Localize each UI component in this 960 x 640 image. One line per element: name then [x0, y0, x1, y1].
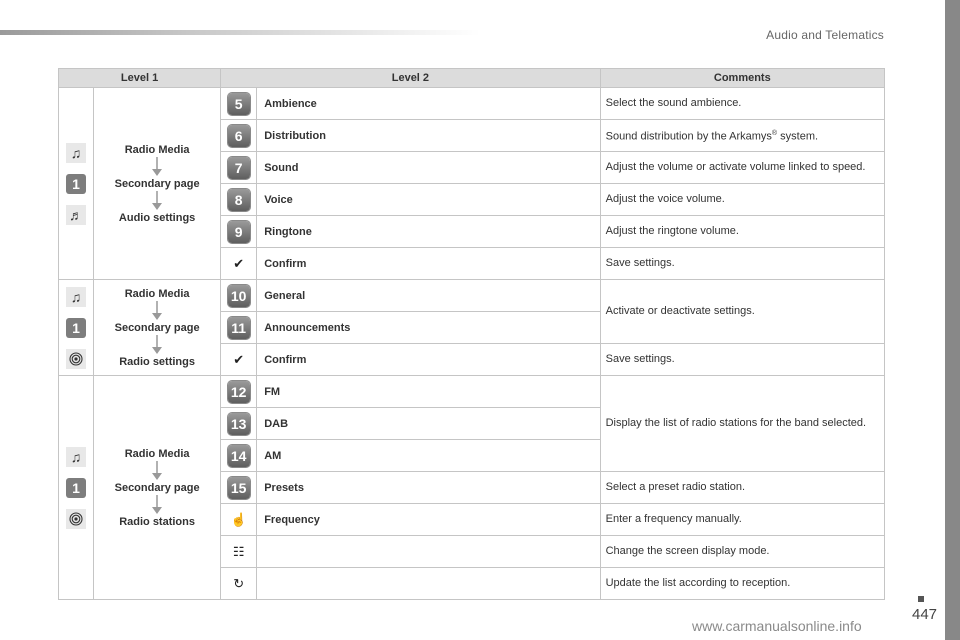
group-icons	[59, 88, 94, 280]
comment-text: Adjust the voice volume.	[600, 184, 884, 216]
table-row	[59, 376, 885, 408]
radio-antenna-icon	[66, 349, 86, 369]
group-icons	[59, 376, 94, 600]
level2-label: Distribution	[257, 120, 600, 152]
radio-antenna-icon	[66, 509, 86, 529]
nav-step-audio-settings: Audio settings	[118, 211, 196, 224]
level2-label: Confirm	[257, 344, 600, 376]
header-level1: Level 1	[59, 69, 221, 88]
level2-label: FM	[257, 376, 600, 408]
nav-step-radio-media: Radio Media	[124, 447, 190, 460]
nav-step-secondary-page: Secondary page	[114, 321, 200, 334]
comment-text: Sound distribution by the Arkamys® system.	[600, 120, 884, 152]
group-navigation	[94, 280, 221, 376]
level2-label: Announcements	[257, 312, 600, 344]
level2-label: Frequency	[257, 504, 600, 536]
badge-7: 7	[228, 157, 250, 179]
level2-label: Confirm	[257, 248, 600, 280]
group-navigation	[94, 376, 221, 600]
table-row	[59, 88, 885, 120]
comment-text: Update the list according to reception.	[600, 568, 884, 600]
settings-table	[58, 68, 885, 600]
comment-text: Adjust the ringtone volume.	[600, 216, 884, 248]
nav-step-secondary-page: Secondary page	[114, 481, 200, 494]
level2-label	[257, 536, 600, 568]
comment-text: Enter a frequency manually.	[600, 504, 884, 536]
page-number: 447	[912, 606, 938, 623]
comment-text: Display the list of radio stations for the band selected.	[600, 376, 884, 472]
level2-label: DAB	[257, 408, 600, 440]
arrow-down-icon	[152, 335, 162, 355]
badge-14: 14	[228, 445, 250, 467]
arrow-down-icon	[152, 495, 162, 515]
top-gradient-bar	[0, 30, 480, 35]
badge-13: 13	[228, 413, 250, 435]
level2-label: General	[257, 280, 600, 312]
group-icons	[59, 280, 94, 376]
nav-step-radio-media: Radio Media	[124, 287, 190, 300]
step-number: 1	[66, 478, 86, 498]
comment-text: Change the screen display mode.	[600, 536, 884, 568]
badge-11: 11	[228, 317, 250, 339]
arrow-down-icon	[152, 157, 162, 177]
level2-label: Ambience	[257, 88, 600, 120]
watermark-text: www.carmanualsonline.info	[692, 618, 862, 634]
arrow-down-icon	[152, 301, 162, 321]
nav-step-radio-settings: Radio settings	[119, 355, 195, 368]
music-note-icon: ♫	[66, 143, 86, 163]
music-settings-icon: ♬	[66, 205, 86, 225]
header-comments: Comments	[600, 69, 884, 88]
nav-step-radio-stations: Radio stations	[119, 515, 195, 528]
level2-label: Presets	[257, 472, 600, 504]
badge-9: 9	[228, 221, 250, 243]
comment-text: Activate or deactivate settings.	[600, 280, 884, 344]
hand-tap-icon: ☝	[230, 511, 247, 527]
level2-label: AM	[257, 440, 600, 472]
side-strip	[945, 0, 960, 640]
comment-text: Save settings.	[600, 344, 884, 376]
header-level2: Level 2	[221, 69, 600, 88]
level2-label: Ringtone	[257, 216, 600, 248]
table-row	[59, 280, 885, 312]
step-number: 1	[66, 174, 86, 194]
badge-6: 6	[228, 125, 250, 147]
comment-text: Adjust the volume or activate volume linked to speed.	[600, 152, 884, 184]
check-icon: ✔	[233, 255, 245, 271]
badge-5: 5	[228, 93, 250, 115]
section-title: Audio and Telematics	[766, 28, 884, 42]
badge-12: 12	[228, 381, 250, 403]
group-navigation	[94, 88, 221, 280]
music-note-icon: ♫	[66, 447, 86, 467]
comment-text: Select a preset radio station.	[600, 472, 884, 504]
arrow-down-icon	[152, 461, 162, 481]
comment-text: Select the sound ambience.	[600, 88, 884, 120]
nav-step-radio-media: Radio Media	[124, 143, 190, 156]
level2-label: Voice	[257, 184, 600, 216]
page-marker	[918, 596, 924, 602]
badge-10: 10	[228, 285, 250, 307]
step-number: 1	[66, 318, 86, 338]
music-note-icon: ♫	[66, 287, 86, 307]
arrow-down-icon	[152, 191, 162, 211]
refresh-icon: ↻	[233, 575, 245, 591]
badge-15: 15	[228, 477, 250, 499]
nav-step-secondary-page: Secondary page	[114, 177, 200, 190]
display-mode-icon: ☷	[232, 543, 245, 559]
level2-label	[257, 568, 600, 600]
comment-text: Save settings.	[600, 248, 884, 280]
check-icon: ✔	[233, 351, 245, 367]
table-header-row	[59, 69, 885, 88]
level2-label: Sound	[257, 152, 600, 184]
badge-8: 8	[228, 189, 250, 211]
